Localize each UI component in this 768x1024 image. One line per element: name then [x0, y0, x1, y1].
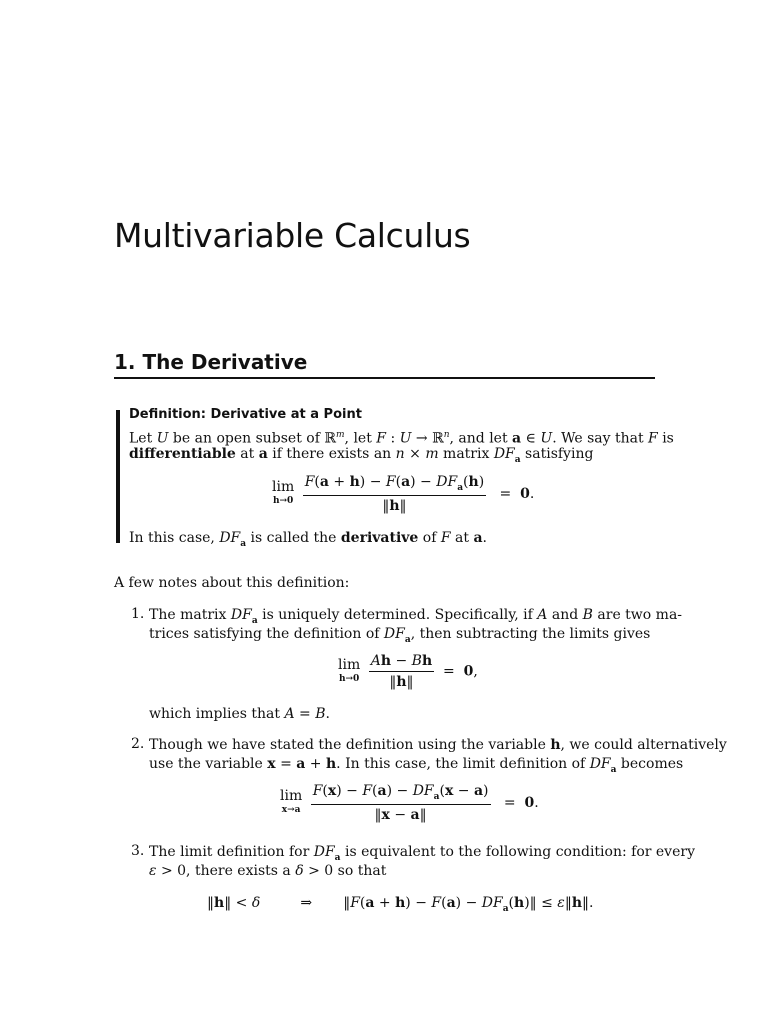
note-1-line-1: The matrix $DF_a$ is uniquely determined. Specifically, if A and B are two ma-: [149, 607, 683, 626]
note-3-label: 3.: [131, 843, 145, 859]
section-heading: [114, 350, 307, 374]
note-1-line-2: trices satisfying the definition of $DF_a$, then subtracting the limits gives: [149, 626, 651, 645]
page-title: Multivariable Calculus: [114, 216, 471, 255]
section-name: The Derivative: [142, 350, 308, 374]
definition-equation: lim h→0 $\frac{F(a + h) - F(a) - DF_a(h)}{‖h‖}$ = 0.: [272, 474, 535, 514]
definition-bar: [116, 410, 120, 543]
definition-line-2: differentiable at a if there exists an n × m matrix $DF_a$ satisfying: [129, 446, 594, 465]
note-2-label: 2.: [131, 736, 145, 752]
note-2-equation: lim x→a $\frac{F(x) - F(a) - DF_a(x - a)}{‖x - a‖}$ = 0.: [280, 783, 539, 823]
definition-heading: Definition: Derivative at a Point: [129, 407, 362, 422]
note-2-line-2: use the variable x = a + h. In this case, the limit definition of $DF_a$ becomes: [149, 756, 684, 775]
definition-line-1: Let U be an open subset of ℝ$^m$, let F : U → ℝ$^n$, and let a ∈ U. We say that F is: [129, 430, 674, 447]
section-rule: [114, 377, 655, 379]
definition-after: In this case, $DF_a$ is called the derivative of F at a.: [129, 530, 487, 549]
section-number: 1.: [114, 350, 136, 374]
notes-intro: A few notes about this definition:: [114, 575, 350, 591]
note-3-line-1: The limit definition for $DF_a$ is equivalent to the following condition: for every: [149, 844, 695, 863]
note-1-label: 1.: [131, 606, 145, 622]
note-2-line-1: Though we have stated the definition using the variable h, we could alternatively: [149, 737, 727, 753]
note-1-after: which implies that A = B.: [149, 706, 330, 722]
note-1-equation: lim h→0 $\frac{Ah - Bh}{‖h‖}$ = 0,: [338, 653, 478, 690]
note-3-equation: ‖h‖ < δ ⇒ ‖F(a + $h) - F(a) - DF_a(h)‖$ ≤ ε‖h‖.: [207, 895, 594, 914]
note-3-line-2: ε > 0, there exists a δ > 0 so that: [149, 863, 387, 879]
